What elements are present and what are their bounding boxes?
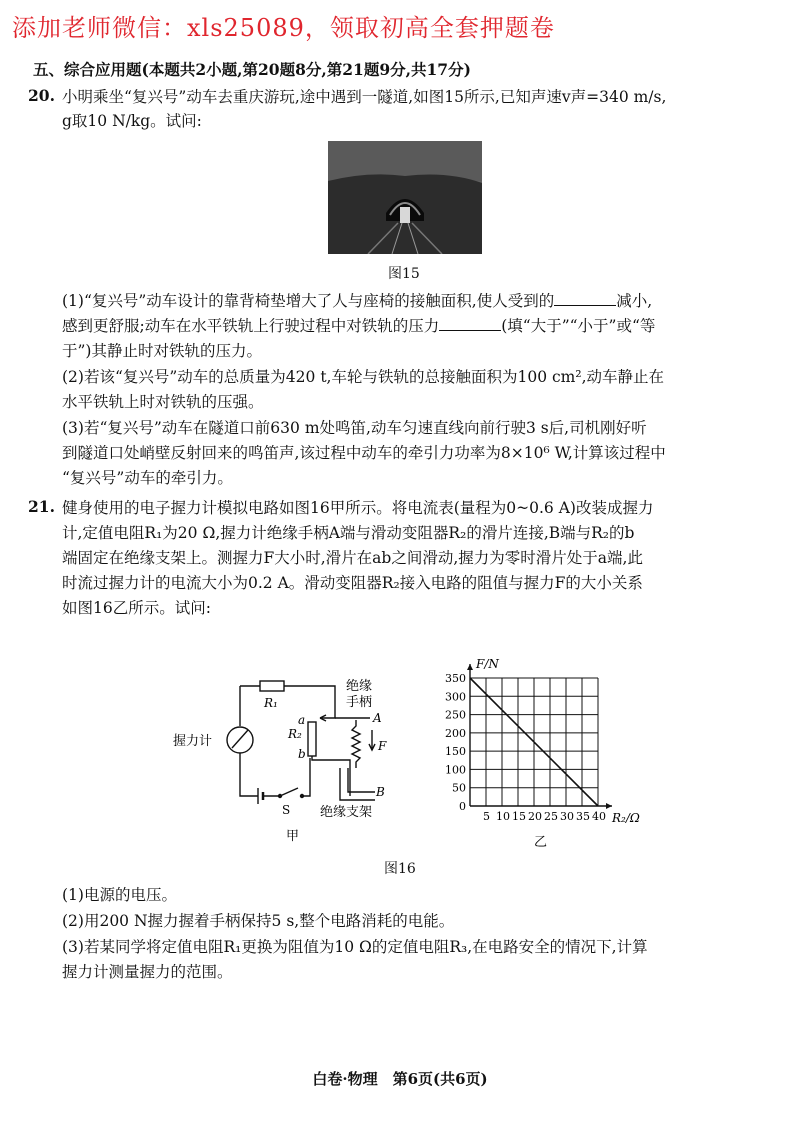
force-resistance-chart [432,656,652,856]
resistor-r1 [260,681,284,691]
q20-part1-line3: 于”)其静止时对铁轨的压力。 [62,342,262,360]
y-tick-label: 250 [445,708,466,722]
x-tick-label: 40 [592,810,606,823]
y-tick-label: 150 [445,745,466,759]
q20-part3-line3: “复兴号”动车的牵引力。 [62,469,233,487]
q21-sub1: (1)电源的电压。 [62,886,177,904]
rheostat-r2 [308,722,316,756]
q21-line5: 如图16乙所示。试问: [62,599,211,617]
q20-intro-1: 小明乘坐“复兴号”动车去重庆游玩,途中遇到一隧道,如图15所示,已知声速v声=340 m/s, [62,88,667,106]
x-tick-label: 30 [560,810,574,823]
chart-xlabel: R₂/Ω [612,811,640,825]
section-title: 五、综合应用题(本题共2小题,第20题8分,第21题9分,共17分) [33,60,471,79]
q20-part1-line1: (1)“复兴号”动车设计的靠背椅垫增大了人与座椅的接触面积,使人受到的 减小, [62,292,653,310]
caption-jia: 甲 [286,829,300,844]
q20-part2-line2: 水平铁轨上时对铁轨的压强。 [62,393,264,411]
label-S: S [282,803,291,817]
chart-caption: 乙 [534,835,548,850]
y-tick-label: 350 [445,672,466,685]
chart-ylabel: F/N [476,657,499,671]
x-tick-label: 35 [576,810,590,823]
q20-part2-line1: (2)若该“复兴号”动车的总质量为420 t,车轮与铁轨的总接触面积为100 cm²,动车静止在 [62,368,665,386]
label-handle-1: 绝缘 [346,679,373,694]
tunnel-photo [328,141,482,254]
label-handle-2: 手柄 [346,695,373,710]
q21-sub3-line1: (3)若某同学将定值电阻R₁更换为阻值为10 Ω的定值电阻R₃,在电路安全的情况下,计算 [62,938,648,956]
y-tick-label: 100 [445,763,466,777]
x-tick-label: 15 [512,810,526,823]
q21-line2: 计,定值电阻R₁为20 Ω,握力计绝缘手柄A端与滑动变阻器R₂的滑片连接,B端与R₂的b [62,524,635,542]
q20-intro-2: g取10 N/kg。试问: [62,112,202,130]
x-tick-label: 10 [496,810,510,823]
figure-16-caption: 图16 [384,861,416,877]
label-A: A [373,711,382,725]
figure-15-caption: 图15 [388,266,420,282]
y-axis-arrow [467,664,473,670]
label-support: 绝缘支架 [320,805,373,820]
promo-watermark: 添加老师微信：xls25089，领取初高全套押题卷 [12,14,555,42]
q21-sub2: (2)用200 N握力握着手柄保持5 s,整个电路消耗的电能。 [62,912,455,930]
circuit-diagram [170,668,410,848]
label-B: B [376,785,385,799]
question-20-number: 20. [28,86,55,105]
label-r2: R₂ [288,727,302,741]
x-axis-arrow [606,803,612,809]
x-tick-label: 5 [483,810,490,823]
q20-part3-line2: 到隧道口处峭壁反射回来的鸣笛声,该过程中动车的牵引力功率为8×10⁶ W,计算该过程中 [62,444,666,462]
y-tick-label: 0 [459,800,466,813]
label-F: F [378,739,387,753]
q21-line1: 健身使用的电子握力计模拟电路如图16甲所示。将电流表(量程为0~0.6 A)改装成握力 [62,499,654,517]
q20-part3-line1: (3)若“复兴号”动车在隧道口前630 m处鸣笛,动车匀速直线向前行驶3 s后,司机刚好听 [62,419,647,437]
y-tick-label: 300 [445,690,466,704]
label-b: b [298,747,306,761]
y-tick-label: 50 [452,781,466,795]
page-footer: 白卷·物理 第6页(共6页) [312,1070,488,1088]
q21-line3: 端固定在绝缘支架上。测握力F大小时,滑片在ab之间滑动,握力为零时滑片处于a端,此 [62,549,643,567]
question-21-number: 21. [28,497,55,516]
label-gauge: 握力计 [173,734,213,749]
label-a: a [298,713,306,727]
q20-part1-line2: 感到更舒服;动车在水平铁轨上行驶过程中对铁轨的压力 (填“大于”“小于”或“等 [62,317,656,335]
x-tick-label: 20 [528,810,542,823]
q21-sub3-line2: 握力计测量握力的范围。 [62,963,233,981]
y-tick-label: 200 [445,726,466,740]
label-r1: R₁ [264,696,278,710]
q21-line4: 时流过握力计的电流大小为0.2 A。滑动变阻器R₂接入电路的阻值与握力F的大小关系 [62,574,643,592]
x-tick-label: 25 [544,810,558,823]
